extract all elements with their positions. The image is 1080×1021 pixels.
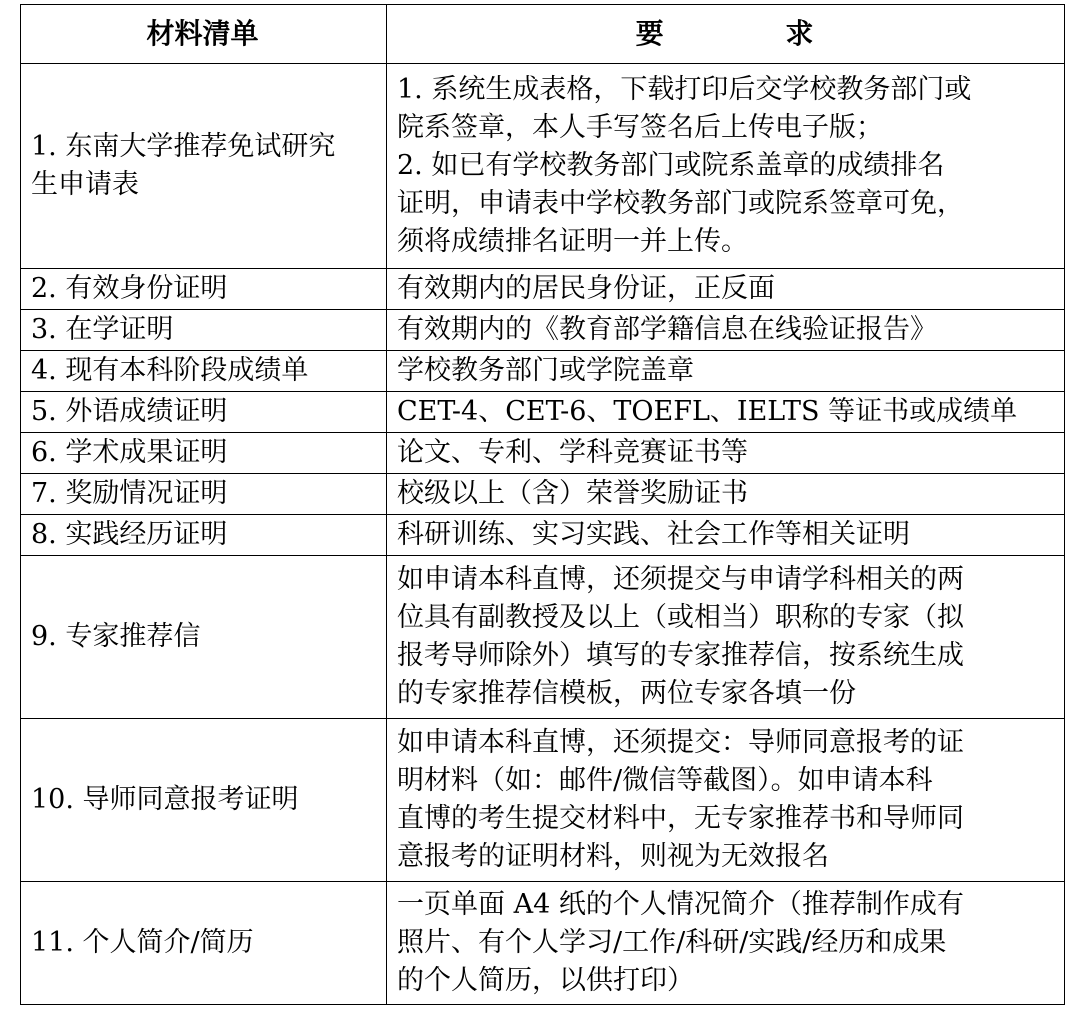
requirement-cell: 学校教务部门或学院盖章: [387, 351, 1065, 392]
material-cell: 3. 在学证明: [21, 310, 387, 351]
material-cell: 2. 有效身份证明: [21, 269, 387, 310]
requirement-line: 的专家推荐信模板，两位专家各填一份: [397, 678, 856, 709]
material-line: 1. 东南大学推荐免试研究: [31, 131, 336, 162]
header-materials: 材料清单: [21, 5, 387, 64]
material-cell: 5. 外语成绩证明: [21, 392, 387, 433]
table-row: [21, 719, 1065, 882]
requirement-cell: 有效期内的居民身份证，正反面: [387, 269, 1065, 310]
requirement-line: 照片、有个人学习/工作/科研/实践/经历和成果: [397, 927, 947, 958]
material-cell: 11. 个人简介/简历: [21, 882, 387, 1005]
requirement-cell: 校级以上（含）荣誉奖励证书: [387, 474, 1065, 515]
requirement-line: 直博的考生提交材料中，无专家推荐书和导师同: [397, 803, 964, 834]
requirement-line: 位具有副教授及以上（或相当）职称的专家（拟: [397, 602, 964, 633]
requirement-line: 如申请本科直博，还须提交与申请学科相关的两: [397, 564, 964, 595]
material-line: 生申请表: [31, 169, 139, 200]
requirement-line: 证明，申请表中学校教务部门或院系签章可免，: [397, 188, 964, 219]
material-cell: 6. 学术成果证明: [21, 433, 387, 474]
header-requirements: 要 求: [387, 5, 1065, 64]
requirement-cell: CET-4、CET-6、TOEFL、IELTS 等证书或成绩单: [387, 392, 1065, 433]
table-row: [21, 64, 1065, 269]
table-row: [21, 882, 1065, 1005]
requirement-cell: 有效期内的《教育部学籍信息在线验证报告》: [387, 310, 1065, 351]
table-row: [21, 392, 1065, 433]
requirement-line: 意报考的证明材料，则视为无效报名: [397, 841, 829, 872]
material-cell: 7. 奖励情况证明: [21, 474, 387, 515]
requirement-line: 院系签章，本人手写签名后上传电子版；: [397, 112, 883, 143]
requirement-cell: [387, 719, 1065, 882]
material-cell: 10. 导师同意报考证明: [21, 719, 387, 882]
material-cell: 8. 实践经历证明: [21, 515, 387, 556]
material-cell: 4. 现有本科阶段成绩单: [21, 351, 387, 392]
table-row: [21, 474, 1065, 515]
table-row: [21, 515, 1065, 556]
requirement-cell: 科研训练、实习实践、社会工作等相关证明: [387, 515, 1065, 556]
requirement-line: 的个人简历，以供打印）: [397, 965, 694, 996]
materials-table: [20, 4, 1065, 1005]
header-row: [21, 5, 1065, 64]
material-cell: 9. 专家推荐信: [21, 556, 387, 719]
table-row: [21, 556, 1065, 719]
requirement-line: 1. 系统生成表格，下载打印后交学校教务部门或: [397, 74, 972, 105]
requirement-line: 一页单面 A4 纸的个人情况简介（推荐制作成有: [397, 889, 964, 920]
table-row: [21, 269, 1065, 310]
material-cell: [21, 64, 387, 269]
requirement-line: 2. 如已有学校教务部门或院系盖章的成绩排名: [397, 150, 945, 181]
table-row: [21, 433, 1065, 474]
requirement-cell: [387, 64, 1065, 269]
requirement-line: 须将成绩排名证明一并上传。: [397, 226, 748, 257]
table-row: [21, 310, 1065, 351]
requirement-cell: [387, 556, 1065, 719]
requirement-line: 明材料（如：邮件/微信等截图）。如申请本科: [397, 765, 933, 796]
requirement-cell: 论文、专利、学科竞赛证书等: [387, 433, 1065, 474]
requirement-line: 如申请本科直博，还须提交：导师同意报考的证: [397, 727, 964, 758]
table-row: [21, 351, 1065, 392]
requirement-cell: [387, 882, 1065, 1005]
requirement-line: 报考导师除外）填写的专家推荐信，按系统生成: [397, 640, 964, 671]
